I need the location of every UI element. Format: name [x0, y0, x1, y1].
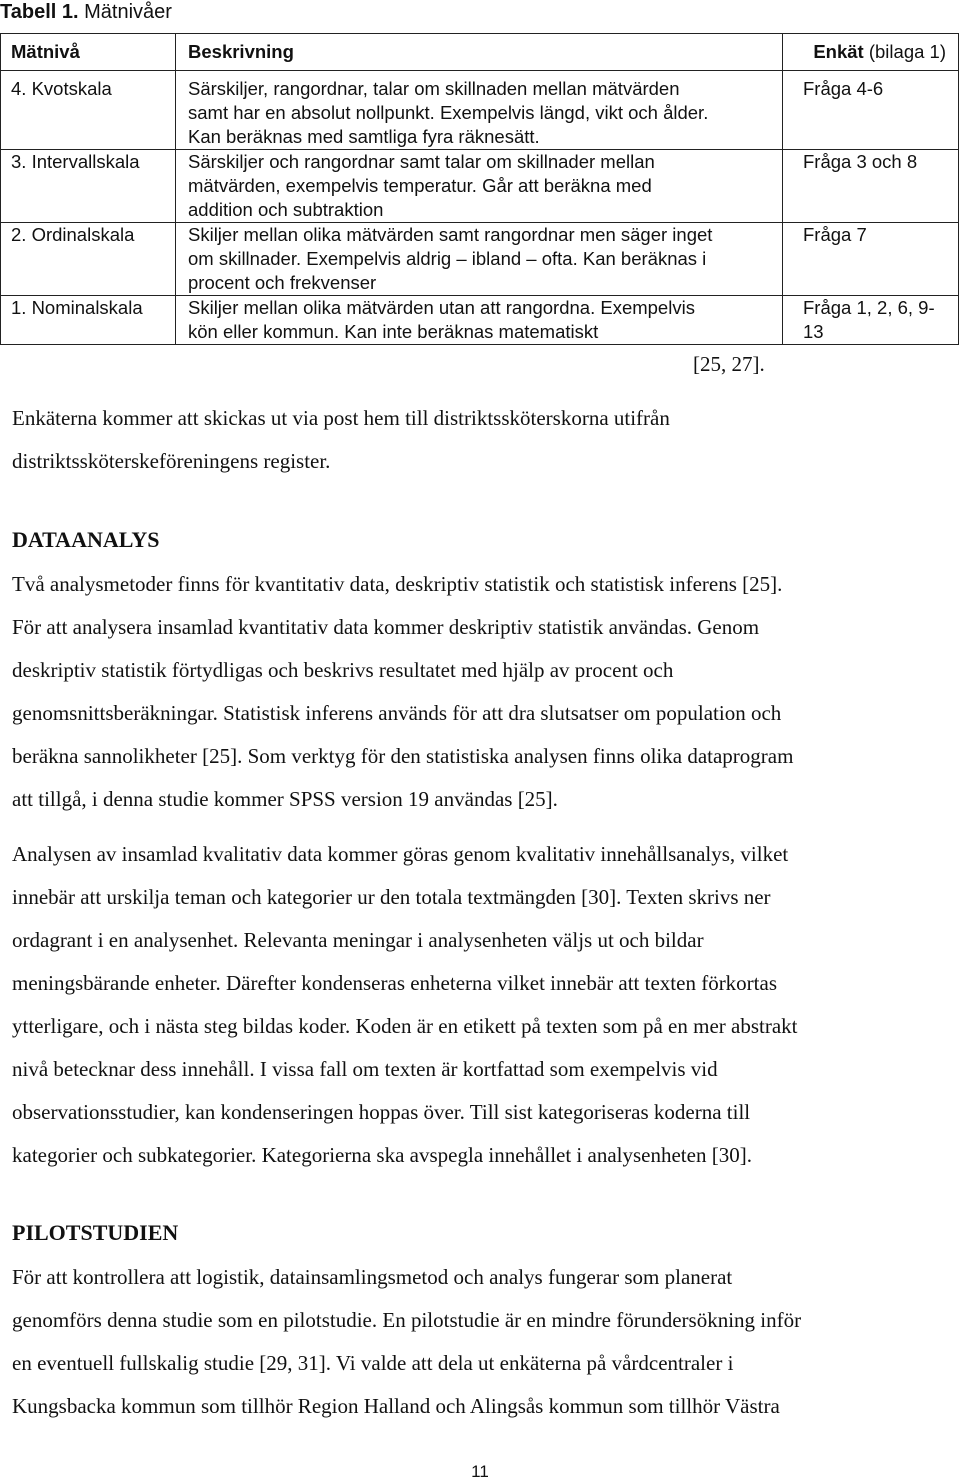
paragraph-line: nivå betecknar dess innehåll. I vissa fall om texten är kortfattad som exempelvis vid [12, 1057, 718, 1081]
survey-line: Fråga 1, 2, 6, 9- [803, 297, 935, 318]
description-line: om skillnader. Exempelvis aldrig – ibland – ofta. Kan beräknas i [188, 248, 707, 269]
table-caption-label: Tabell 1. [0, 1, 79, 23]
paragraph-line: Analysen av insamlad kvalitativ data kommer göras genom kvalitativ innehållsanalys, vilket [12, 842, 789, 866]
paragraph-line: Två analysmetoder finns för kvantitativ data, deskriptiv statistik och statistisk inferens [25]. [12, 572, 783, 596]
paragraph-line: kategorier och subkategorier. Kategorierna ska avspegla innehållet i analysenheten [30]. [12, 1143, 752, 1167]
row-description [176, 296, 783, 345]
paragraph-line: genomsnittsberäkningar. Statistisk inferens används för att dra slutsatser om population och [12, 701, 782, 725]
table-row [1, 150, 959, 223]
row-level: 2. Ordinalskala [1, 223, 176, 296]
pilotstudien-paragraph [12, 1256, 952, 1428]
paragraph-line: att tillgå, i denna studie kommer SPSS version 19 användas [25]. [12, 787, 558, 811]
paragraph-line: en eventuell fullskalig studie [29, 31]. Vi valde att dela ut enkäterna på vårdcentraler i [12, 1351, 734, 1375]
row-survey [783, 296, 959, 345]
table-row [1, 71, 959, 150]
description-line: Särskiljer, rangordnar, talar om skillnaden mellan mätvärden [188, 78, 680, 99]
paragraph-line: innebär att urskilja teman och kategorier ur den totala textmängden [30]. Texten skrivs ner [12, 885, 771, 909]
row-survey: Fråga 7 [783, 223, 959, 296]
paragraph-line: ytterligare, och i nästa steg bildas koder. Koden är en etikett på texten som på en mer abstrakt [12, 1014, 798, 1038]
row-description [176, 223, 783, 296]
dataanalys-heading: DATAANALYS [12, 527, 160, 552]
description-line: Särskiljer och rangordnar samt talar om skillnader mellan [188, 151, 655, 172]
row-survey: Fråga 4-6 [783, 71, 959, 150]
header-level: Mätnivå [1, 34, 176, 71]
survey-line: 13 [803, 321, 824, 342]
dataanalys-paragraph-2 [12, 833, 952, 1177]
description-line: kön eller kommun. Kan inte beräknas matematiskt [188, 321, 599, 342]
description-line: samt har en absolut nollpunkt. Exempelvis längd, vikt och ålder. [188, 102, 709, 123]
row-level: 3. Intervallskala [1, 150, 176, 223]
description-line: Skiljer mellan olika mätvärden samt rangordnar men säger inget [188, 224, 713, 245]
header-survey-label: Enkät [813, 41, 864, 62]
paragraph-line: deskriptiv statistik förtydligas och beskrivs resultatet med hjälp av procent och [12, 658, 674, 682]
measurement-levels-table [0, 33, 959, 345]
table-caption-title: Mätnivåer [84, 1, 172, 23]
paragraph-line: Kungsbacka kommun som tillhör Region Halland och Alingsås kommun som tillhör Västra [12, 1394, 780, 1418]
row-survey: Fråga 3 och 8 [783, 150, 959, 223]
description-line: procent och frekvenser [188, 272, 377, 293]
table-reference: [25, 27]. [693, 352, 765, 376]
row-description [176, 150, 783, 223]
paragraph-line: ordagrant i en analysenhet. Relevanta meningar i analysenheten väljs ut och bildar [12, 928, 704, 952]
table-row [1, 296, 959, 345]
paragraph-line: meningsbärande enheter. Därefter kondenseras enheterna vilket innebär att texten förkortas [12, 971, 778, 995]
dataanalys-paragraph-1 [12, 563, 952, 821]
paragraph-line: För att analysera insamlad kvantitativ data kommer deskriptiv statistik användas. Genom [12, 615, 760, 639]
row-description [176, 71, 783, 150]
description-line: Skiljer mellan olika mätvärden utan att rangordna. Exempelvis [188, 297, 695, 318]
pilotstudien-heading: PILOTSTUDIEN [12, 1220, 179, 1245]
paragraph-line: distriktssköterskeföreningens register. [12, 449, 331, 473]
header-description: Beskrivning [176, 34, 783, 71]
row-level: 1. Nominalskala [1, 296, 176, 345]
paragraph-line: För att kontrollera att logistik, datainsamlingsmetod och analys fungerar som planerat [12, 1265, 733, 1289]
paragraph-line: genomförs denna studie som en pilotstudie. En pilotstudie är en mindre förundersökning inför [12, 1308, 802, 1332]
table-caption [0, 0, 172, 24]
page-number: 11 [471, 1462, 489, 1481]
header-survey-suffix: (bilaga 1) [868, 41, 946, 62]
description-line: mätvärden, exempelvis temperatur. Går att beräkna med [188, 175, 652, 196]
header-survey [783, 34, 959, 71]
row-level: 4. Kvotskala [1, 71, 176, 150]
paragraph-line: Enkäterna kommer att skickas ut via post hem till distriktssköterskorna utifrån [12, 406, 670, 430]
paragraph-line: beräkna sannolikheter [25]. Som verktyg för den statistiska analysen finns olika dataprogram [12, 744, 794, 768]
intro-paragraph [12, 397, 952, 483]
description-line: addition och subtraktion [188, 199, 384, 220]
paragraph-line: observationsstudier, kan kondenseringen hoppas över. Till sist kategoriseras koderna till [12, 1100, 751, 1124]
table-row [1, 223, 959, 296]
table-header-row [1, 34, 959, 71]
description-line: Kan beräknas med samtliga fyra räknesätt. [188, 126, 540, 147]
